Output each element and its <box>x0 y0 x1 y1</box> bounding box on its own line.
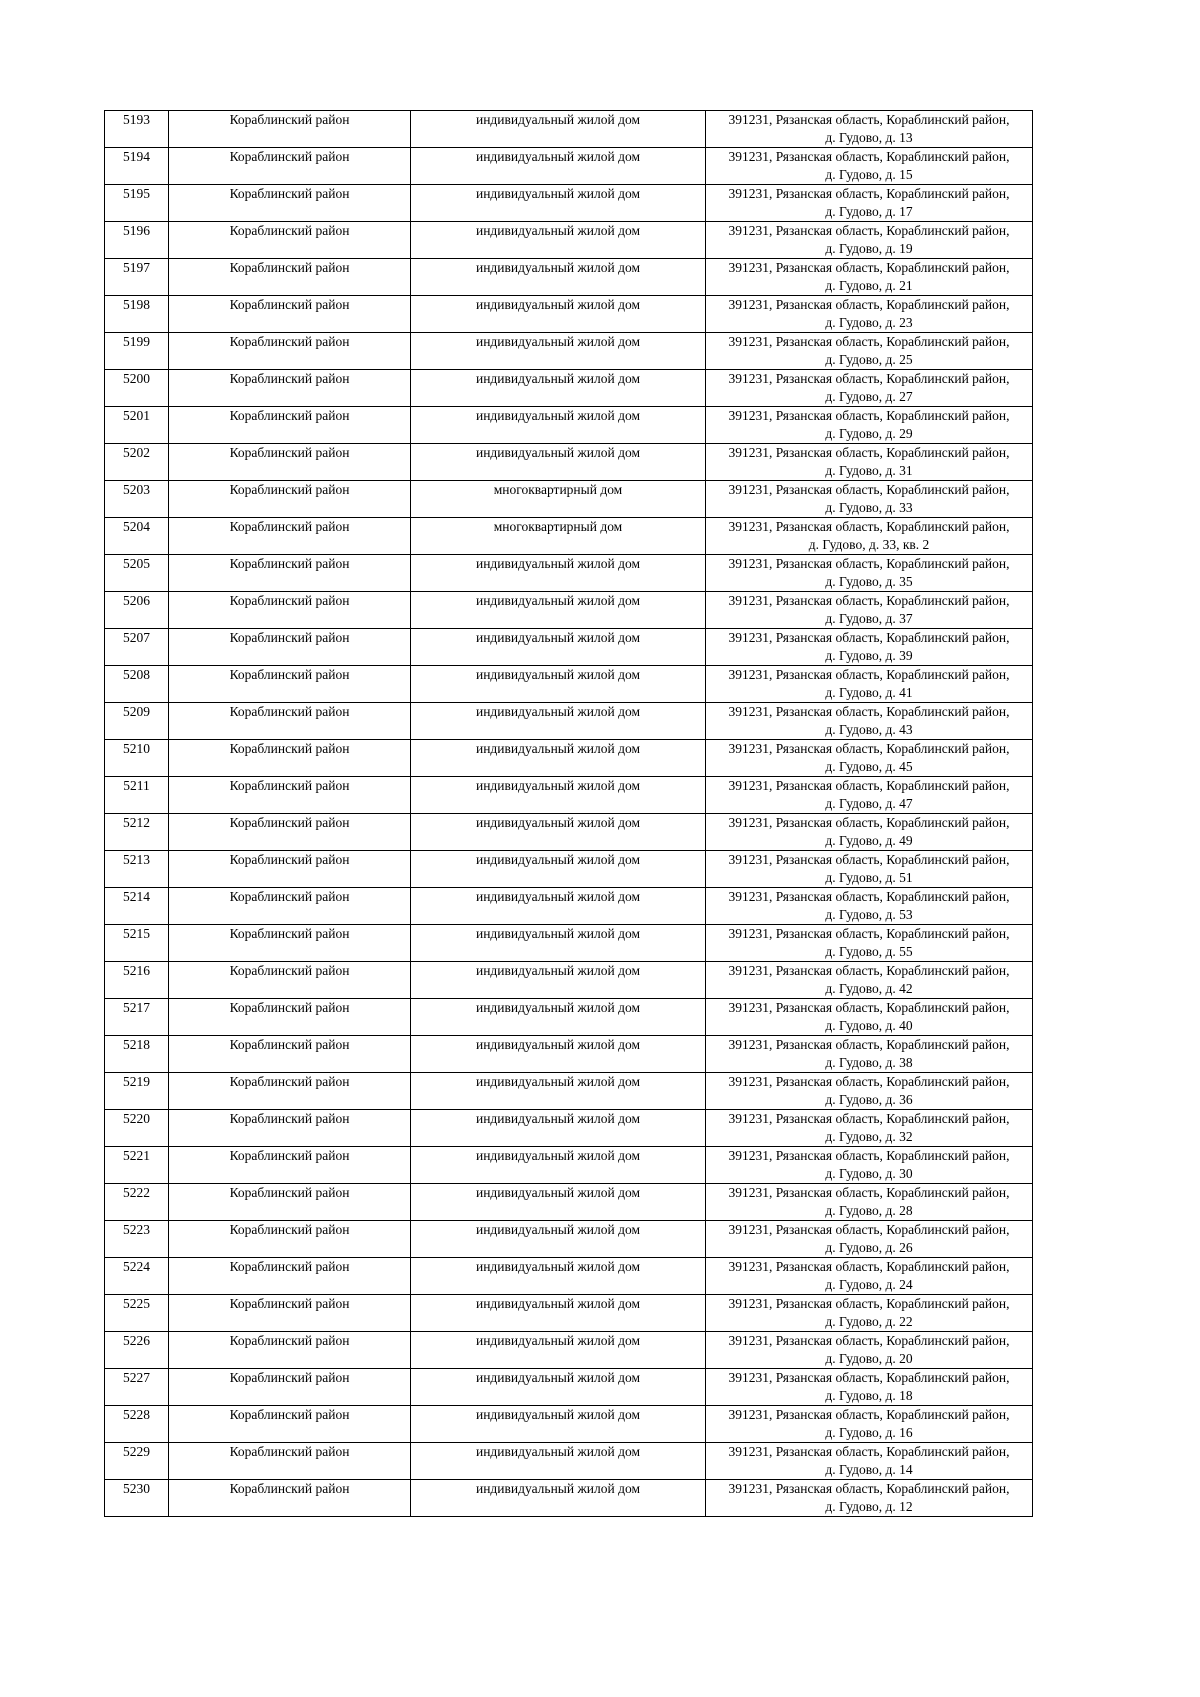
address-line-2: д. Гудово, д. 53 <box>825 907 913 922</box>
table-row <box>105 1480 1033 1517</box>
table-row <box>105 592 1033 629</box>
object-type-cell: индивидуальный жилой дом <box>411 592 706 629</box>
object-type-cell: индивидуальный жилой дом <box>411 1332 706 1369</box>
address-cell <box>706 111 1033 148</box>
table-row <box>105 185 1033 222</box>
table-row <box>105 1406 1033 1443</box>
address-line-1: 391231, Рязанская область, Кораблинский район, <box>728 630 1010 645</box>
row-number-cell: 5197 <box>105 259 169 296</box>
district-cell: Кораблинский район <box>169 1184 411 1221</box>
address-line-1: 391231, Рязанская область, Кораблинский район, <box>728 1185 1010 1200</box>
address-cell <box>706 1295 1033 1332</box>
district-cell: Кораблинский район <box>169 962 411 999</box>
district-cell: Кораблинский район <box>169 629 411 666</box>
address-line-2: д. Гудово, д. 29 <box>825 426 913 441</box>
district-cell: Кораблинский район <box>169 666 411 703</box>
object-type-cell: индивидуальный жилой дом <box>411 555 706 592</box>
object-type-cell: индивидуальный жилой дом <box>411 851 706 888</box>
row-number-cell: 5229 <box>105 1443 169 1480</box>
address-line-1: 391231, Рязанская область, Кораблинский район, <box>728 1296 1010 1311</box>
address-line-1: 391231, Рязанская область, Кораблинский район, <box>728 1444 1010 1459</box>
row-number-cell: 5196 <box>105 222 169 259</box>
address-line-1: 391231, Рязанская область, Кораблинский район, <box>728 704 1010 719</box>
address-line-1: 391231, Рязанская область, Кораблинский район, <box>728 741 1010 756</box>
address-line-1: 391231, Рязанская область, Кораблинский район, <box>728 334 1010 349</box>
table-row <box>105 1295 1033 1332</box>
object-type-cell: индивидуальный жилой дом <box>411 1184 706 1221</box>
object-type-cell: индивидуальный жилой дом <box>411 740 706 777</box>
address-line-1: 391231, Рязанская область, Кораблинский район, <box>728 926 1010 941</box>
address-line-2: д. Гудово, д. 30 <box>825 1166 913 1181</box>
row-number-cell: 5226 <box>105 1332 169 1369</box>
row-number-cell: 5203 <box>105 481 169 518</box>
address-cell <box>706 592 1033 629</box>
row-number-cell: 5222 <box>105 1184 169 1221</box>
address-cell <box>706 888 1033 925</box>
row-number-cell: 5215 <box>105 925 169 962</box>
row-number-cell: 5201 <box>105 407 169 444</box>
object-type-cell: индивидуальный жилой дом <box>411 1369 706 1406</box>
district-cell: Кораблинский район <box>169 888 411 925</box>
district-cell: Кораблинский район <box>169 259 411 296</box>
district-cell: Кораблинский район <box>169 148 411 185</box>
table-row <box>105 148 1033 185</box>
table-row <box>105 1221 1033 1258</box>
address-line-1: 391231, Рязанская область, Кораблинский район, <box>728 593 1010 608</box>
object-type-cell: индивидуальный жилой дом <box>411 407 706 444</box>
object-type-cell: индивидуальный жилой дом <box>411 1443 706 1480</box>
table-row <box>105 1147 1033 1184</box>
address-cell <box>706 1258 1033 1295</box>
address-cell <box>706 148 1033 185</box>
address-cell <box>706 999 1033 1036</box>
table-row <box>105 444 1033 481</box>
district-cell: Кораблинский район <box>169 518 411 555</box>
object-type-cell: многоквартирный дом <box>411 481 706 518</box>
table-row <box>105 888 1033 925</box>
table-row <box>105 555 1033 592</box>
address-cell <box>706 1036 1033 1073</box>
address-line-2: д. Гудово, д. 16 <box>825 1425 913 1440</box>
table-row <box>105 1332 1033 1369</box>
address-line-1: 391231, Рязанская область, Кораблинский район, <box>728 852 1010 867</box>
address-line-1: 391231, Рязанская область, Кораблинский район, <box>728 1259 1010 1274</box>
address-line-2: д. Гудово, д. 39 <box>825 648 913 663</box>
district-cell: Кораблинский район <box>169 407 411 444</box>
address-line-2: д. Гудово, д. 20 <box>825 1351 913 1366</box>
row-number-cell: 5209 <box>105 703 169 740</box>
address-line-1: 391231, Рязанская область, Кораблинский район, <box>728 963 1010 978</box>
registry-table <box>104 110 1033 1517</box>
address-line-2: д. Гудово, д. 26 <box>825 1240 913 1255</box>
address-line-2: д. Гудово, д. 55 <box>825 944 913 959</box>
district-cell: Кораблинский район <box>169 370 411 407</box>
address-line-1: 391231, Рязанская область, Кораблинский район, <box>728 297 1010 312</box>
row-number-cell: 5212 <box>105 814 169 851</box>
district-cell: Кораблинский район <box>169 444 411 481</box>
address-line-2: д. Гудово, д. 21 <box>825 278 913 293</box>
address-line-1: 391231, Рязанская область, Кораблинский район, <box>728 815 1010 830</box>
row-number-cell: 5214 <box>105 888 169 925</box>
object-type-cell: индивидуальный жилой дом <box>411 222 706 259</box>
address-line-1: 391231, Рязанская область, Кораблинский район, <box>728 1407 1010 1422</box>
address-line-2: д. Гудово, д. 45 <box>825 759 913 774</box>
address-cell <box>706 814 1033 851</box>
row-number-cell: 5195 <box>105 185 169 222</box>
table-row <box>105 777 1033 814</box>
address-cell <box>706 407 1033 444</box>
address-line-1: 391231, Рязанская область, Кораблинский район, <box>728 1148 1010 1163</box>
row-number-cell: 5228 <box>105 1406 169 1443</box>
address-cell <box>706 1184 1033 1221</box>
object-type-cell: индивидуальный жилой дом <box>411 111 706 148</box>
row-number-cell: 5210 <box>105 740 169 777</box>
row-number-cell: 5202 <box>105 444 169 481</box>
address-cell <box>706 555 1033 592</box>
district-cell: Кораблинский район <box>169 111 411 148</box>
row-number-cell: 5208 <box>105 666 169 703</box>
object-type-cell: индивидуальный жилой дом <box>411 814 706 851</box>
address-cell <box>706 296 1033 333</box>
district-cell: Кораблинский район <box>169 1295 411 1332</box>
table-row <box>105 1036 1033 1073</box>
address-line-2: д. Гудово, д. 17 <box>825 204 913 219</box>
address-cell <box>706 518 1033 555</box>
district-cell: Кораблинский район <box>169 1443 411 1480</box>
district-cell: Кораблинский район <box>169 1480 411 1517</box>
district-cell: Кораблинский район <box>169 555 411 592</box>
address-line-2: д. Гудово, д. 25 <box>825 352 913 367</box>
district-cell: Кораблинский район <box>169 925 411 962</box>
district-cell: Кораблинский район <box>169 1221 411 1258</box>
address-cell <box>706 777 1033 814</box>
address-line-1: 391231, Рязанская область, Кораблинский район, <box>728 1222 1010 1237</box>
address-cell <box>706 1480 1033 1517</box>
object-type-cell: индивидуальный жилой дом <box>411 1406 706 1443</box>
row-number-cell: 5219 <box>105 1073 169 1110</box>
address-line-2: д. Гудово, д. 22 <box>825 1314 913 1329</box>
table-row <box>105 1369 1033 1406</box>
row-number-cell: 5230 <box>105 1480 169 1517</box>
row-number-cell: 5206 <box>105 592 169 629</box>
address-line-1: 391231, Рязанская область, Кораблинский район, <box>728 186 1010 201</box>
table-row <box>105 1184 1033 1221</box>
address-line-1: 391231, Рязанская область, Кораблинский район, <box>728 223 1010 238</box>
district-cell: Кораблинский район <box>169 777 411 814</box>
address-line-1: 391231, Рязанская область, Кораблинский район, <box>728 519 1010 534</box>
address-line-1: 391231, Рязанская область, Кораблинский район, <box>728 556 1010 571</box>
address-cell <box>706 444 1033 481</box>
address-line-2: д. Гудово, д. 12 <box>825 1499 913 1514</box>
object-type-cell: индивидуальный жилой дом <box>411 629 706 666</box>
address-cell <box>706 1073 1033 1110</box>
address-line-2: д. Гудово, д. 24 <box>825 1277 913 1292</box>
row-number-cell: 5213 <box>105 851 169 888</box>
address-cell <box>706 259 1033 296</box>
address-cell <box>706 1147 1033 1184</box>
address-cell <box>706 222 1033 259</box>
address-line-1: 391231, Рязанская область, Кораблинский район, <box>728 1370 1010 1385</box>
address-cell <box>706 1332 1033 1369</box>
table-row <box>105 259 1033 296</box>
table-row <box>105 629 1033 666</box>
table-row <box>105 222 1033 259</box>
row-number-cell: 5225 <box>105 1295 169 1332</box>
address-line-1: 391231, Рязанская область, Кораблинский район, <box>728 112 1010 127</box>
address-cell <box>706 333 1033 370</box>
object-type-cell: индивидуальный жилой дом <box>411 1258 706 1295</box>
district-cell: Кораблинский район <box>169 851 411 888</box>
address-cell <box>706 370 1033 407</box>
address-cell <box>706 1369 1033 1406</box>
object-type-cell: индивидуальный жилой дом <box>411 888 706 925</box>
row-number-cell: 5207 <box>105 629 169 666</box>
address-line-2: д. Гудово, д. 47 <box>825 796 913 811</box>
address-line-1: 391231, Рязанская область, Кораблинский район, <box>728 1074 1010 1089</box>
row-number-cell: 5216 <box>105 962 169 999</box>
address-cell <box>706 1221 1033 1258</box>
table-row <box>105 296 1033 333</box>
object-type-cell: индивидуальный жилой дом <box>411 1110 706 1147</box>
district-cell: Кораблинский район <box>169 814 411 851</box>
table-row <box>105 740 1033 777</box>
row-number-cell: 5221 <box>105 1147 169 1184</box>
row-number-cell: 5218 <box>105 1036 169 1073</box>
address-line-2: д. Гудово, д. 18 <box>825 1388 913 1403</box>
object-type-cell: индивидуальный жилой дом <box>411 333 706 370</box>
address-cell <box>706 962 1033 999</box>
district-cell: Кораблинский район <box>169 1073 411 1110</box>
address-line-2: д. Гудово, д. 33 <box>825 500 913 515</box>
address-line-2: д. Гудово, д. 36 <box>825 1092 913 1107</box>
address-line-2: д. Гудово, д. 33, кв. 2 <box>808 537 930 552</box>
district-cell: Кораблинский район <box>169 1036 411 1073</box>
row-number-cell: 5198 <box>105 296 169 333</box>
address-cell <box>706 851 1033 888</box>
object-type-cell: индивидуальный жилой дом <box>411 1073 706 1110</box>
address-cell <box>706 481 1033 518</box>
table-row <box>105 962 1033 999</box>
address-line-1: 391231, Рязанская область, Кораблинский район, <box>728 260 1010 275</box>
registry-table-body <box>105 111 1033 1517</box>
table-row <box>105 925 1033 962</box>
address-cell <box>706 185 1033 222</box>
address-cell <box>706 1443 1033 1480</box>
object-type-cell: индивидуальный жилой дом <box>411 185 706 222</box>
address-line-1: 391231, Рязанская область, Кораблинский район, <box>728 149 1010 164</box>
address-line-2: д. Гудово, д. 23 <box>825 315 913 330</box>
address-line-1: 391231, Рязанская область, Кораблинский район, <box>728 1000 1010 1015</box>
object-type-cell: индивидуальный жилой дом <box>411 925 706 962</box>
table-row <box>105 481 1033 518</box>
address-cell <box>706 666 1033 703</box>
row-number-cell: 5193 <box>105 111 169 148</box>
row-number-cell: 5204 <box>105 518 169 555</box>
district-cell: Кораблинский район <box>169 592 411 629</box>
object-type-cell: индивидуальный жилой дом <box>411 1480 706 1517</box>
row-number-cell: 5223 <box>105 1221 169 1258</box>
table-row <box>105 666 1033 703</box>
table-row <box>105 999 1033 1036</box>
object-type-cell: индивидуальный жилой дом <box>411 1036 706 1073</box>
address-line-2: д. Гудово, д. 42 <box>825 981 913 996</box>
address-line-2: д. Гудово, д. 15 <box>825 167 913 182</box>
row-number-cell: 5217 <box>105 999 169 1036</box>
address-line-2: д. Гудово, д. 27 <box>825 389 913 404</box>
address-line-2: д. Гудово, д. 43 <box>825 722 913 737</box>
object-type-cell: индивидуальный жилой дом <box>411 148 706 185</box>
district-cell: Кораблинский район <box>169 296 411 333</box>
table-row <box>105 851 1033 888</box>
address-line-1: 391231, Рязанская область, Кораблинский район, <box>728 1333 1010 1348</box>
object-type-cell: индивидуальный жилой дом <box>411 1221 706 1258</box>
address-cell <box>706 740 1033 777</box>
table-row <box>105 1443 1033 1480</box>
table-row <box>105 518 1033 555</box>
address-line-2: д. Гудово, д. 41 <box>825 685 913 700</box>
table-row <box>105 814 1033 851</box>
district-cell: Кораблинский район <box>169 222 411 259</box>
row-number-cell: 5211 <box>105 777 169 814</box>
address-line-2: д. Гудово, д. 37 <box>825 611 913 626</box>
row-number-cell: 5199 <box>105 333 169 370</box>
object-type-cell: многоквартирный дом <box>411 518 706 555</box>
district-cell: Кораблинский район <box>169 333 411 370</box>
object-type-cell: индивидуальный жилой дом <box>411 1295 706 1332</box>
address-cell <box>706 629 1033 666</box>
address-line-1: 391231, Рязанская область, Кораблинский район, <box>728 1481 1010 1496</box>
table-row <box>105 1258 1033 1295</box>
row-number-cell: 5194 <box>105 148 169 185</box>
district-cell: Кораблинский район <box>169 999 411 1036</box>
object-type-cell: индивидуальный жилой дом <box>411 296 706 333</box>
object-type-cell: индивидуальный жилой дом <box>411 703 706 740</box>
address-line-2: д. Гудово, д. 40 <box>825 1018 913 1033</box>
district-cell: Кораблинский район <box>169 740 411 777</box>
address-line-2: д. Гудово, д. 35 <box>825 574 913 589</box>
district-cell: Кораблинский район <box>169 1110 411 1147</box>
object-type-cell: индивидуальный жилой дом <box>411 777 706 814</box>
address-line-2: д. Гудово, д. 32 <box>825 1129 913 1144</box>
object-type-cell: индивидуальный жилой дом <box>411 999 706 1036</box>
object-type-cell: индивидуальный жилой дом <box>411 962 706 999</box>
address-line-2: д. Гудово, д. 38 <box>825 1055 913 1070</box>
address-line-1: 391231, Рязанская область, Кораблинский район, <box>728 889 1010 904</box>
object-type-cell: индивидуальный жилой дом <box>411 444 706 481</box>
table-row <box>105 333 1033 370</box>
address-line-1: 391231, Рязанская область, Кораблинский район, <box>728 1037 1010 1052</box>
object-type-cell: индивидуальный жилой дом <box>411 1147 706 1184</box>
address-line-1: 391231, Рязанская область, Кораблинский район, <box>728 1111 1010 1126</box>
district-cell: Кораблинский район <box>169 481 411 518</box>
address-line-2: д. Гудово, д. 31 <box>825 463 913 478</box>
row-number-cell: 5224 <box>105 1258 169 1295</box>
district-cell: Кораблинский район <box>169 1369 411 1406</box>
address-line-1: 391231, Рязанская область, Кораблинский район, <box>728 778 1010 793</box>
address-line-2: д. Гудово, д. 14 <box>825 1462 913 1477</box>
district-cell: Кораблинский район <box>169 185 411 222</box>
address-cell <box>706 703 1033 740</box>
table-row <box>105 407 1033 444</box>
district-cell: Кораблинский район <box>169 1258 411 1295</box>
table-row <box>105 370 1033 407</box>
district-cell: Кораблинский район <box>169 1406 411 1443</box>
row-number-cell: 5220 <box>105 1110 169 1147</box>
table-row <box>105 111 1033 148</box>
address-cell <box>706 1110 1033 1147</box>
address-line-2: д. Гудово, д. 19 <box>825 241 913 256</box>
table-row <box>105 703 1033 740</box>
address-line-1: 391231, Рязанская область, Кораблинский район, <box>728 445 1010 460</box>
address-line-2: д. Гудово, д. 28 <box>825 1203 913 1218</box>
address-line-1: 391231, Рязанская область, Кораблинский район, <box>728 482 1010 497</box>
address-cell <box>706 925 1033 962</box>
row-number-cell: 5205 <box>105 555 169 592</box>
address-line-2: д. Гудово, д. 13 <box>825 130 913 145</box>
address-line-2: д. Гудово, д. 49 <box>825 833 913 848</box>
address-line-1: 391231, Рязанская область, Кораблинский район, <box>728 408 1010 423</box>
address-cell <box>706 1406 1033 1443</box>
address-line-1: 391231, Рязанская область, Кораблинский район, <box>728 667 1010 682</box>
address-line-2: д. Гудово, д. 51 <box>825 870 913 885</box>
district-cell: Кораблинский район <box>169 1147 411 1184</box>
object-type-cell: индивидуальный жилой дом <box>411 370 706 407</box>
object-type-cell: индивидуальный жилой дом <box>411 666 706 703</box>
row-number-cell: 5227 <box>105 1369 169 1406</box>
table-row <box>105 1110 1033 1147</box>
district-cell: Кораблинский район <box>169 1332 411 1369</box>
row-number-cell: 5200 <box>105 370 169 407</box>
table-row <box>105 1073 1033 1110</box>
district-cell: Кораблинский район <box>169 703 411 740</box>
object-type-cell: индивидуальный жилой дом <box>411 259 706 296</box>
address-line-1: 391231, Рязанская область, Кораблинский район, <box>728 371 1010 386</box>
